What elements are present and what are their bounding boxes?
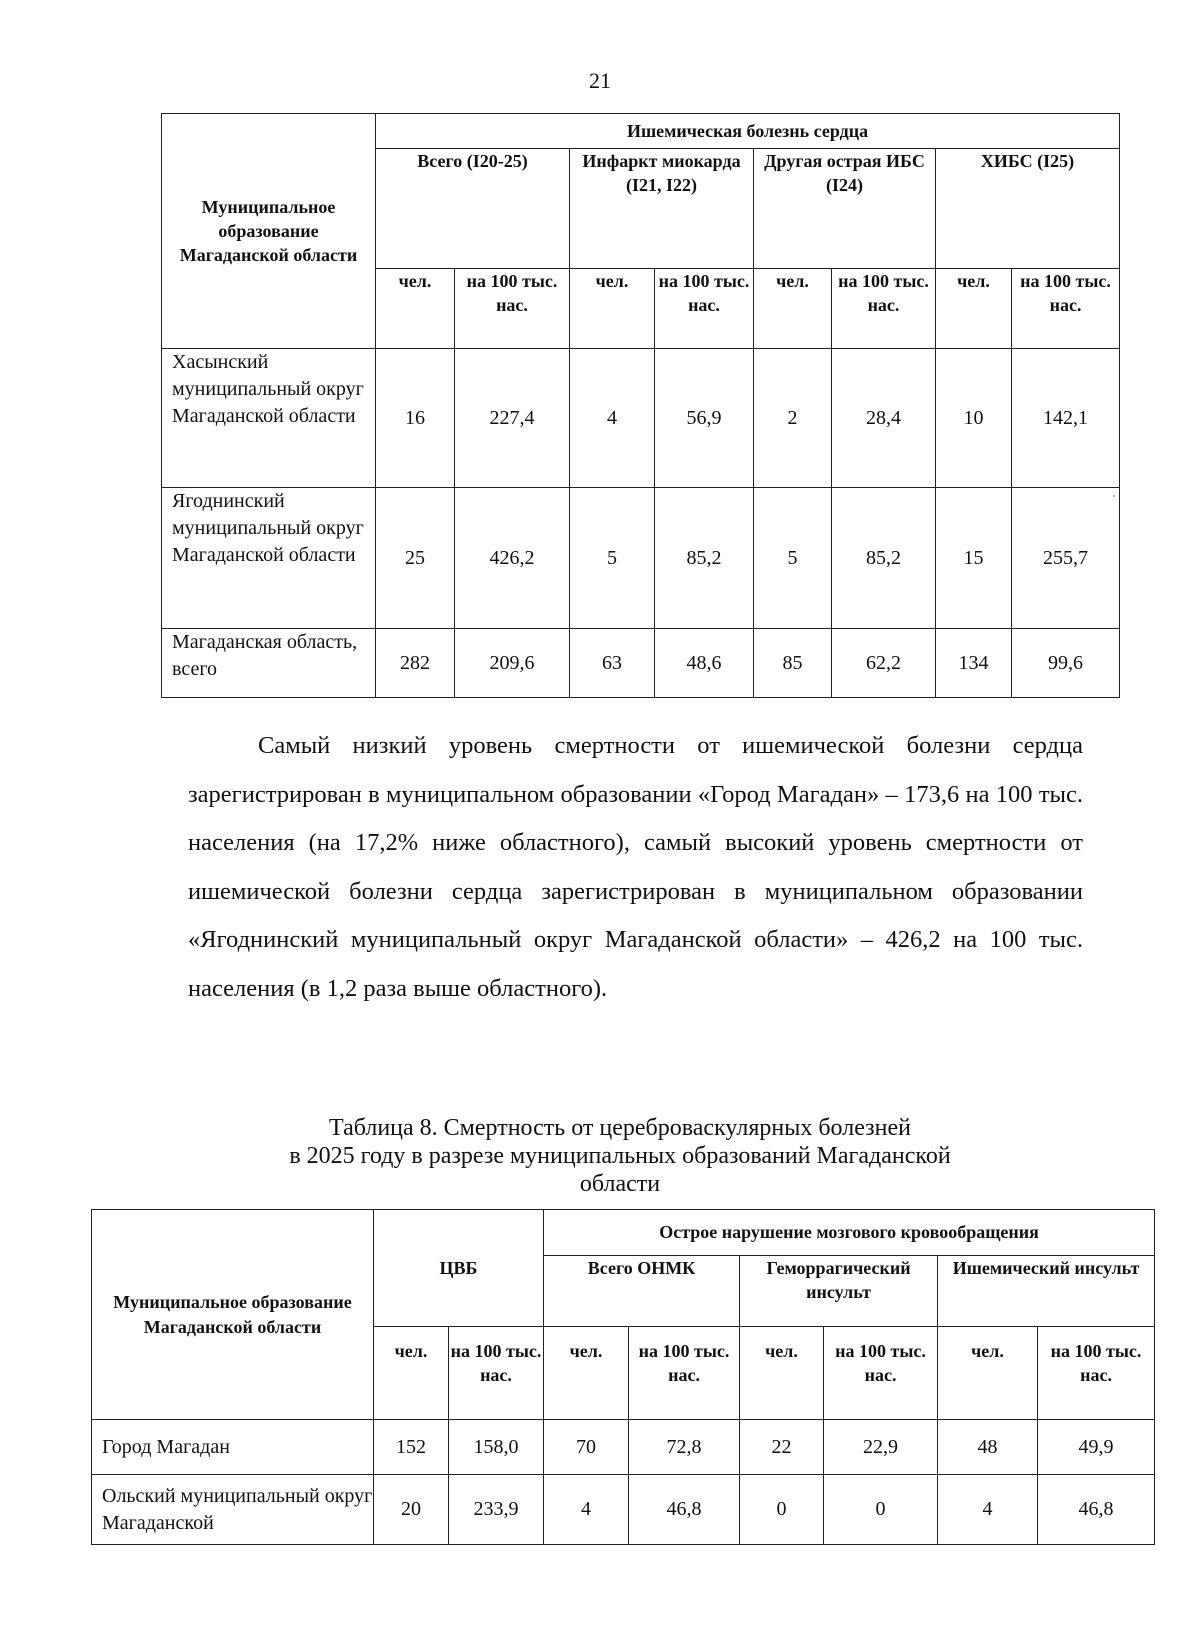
- cell: 22: [740, 1420, 824, 1475]
- sub-header: на 100 тыс. нас.: [455, 269, 570, 349]
- group-header: Острое нарушение мозгового кровообращения: [544, 1210, 1155, 1256]
- cell: 5: [754, 488, 832, 629]
- region-header: Муниципальное образование Магаданской области: [162, 114, 376, 349]
- sub-header: чел.: [740, 1327, 824, 1420]
- sub-header: чел.: [570, 269, 655, 349]
- table-row: [162, 629, 1120, 698]
- column-header-ischemic-stroke: Ишемический инсульт: [938, 1256, 1155, 1327]
- column-header-myocardial-infarction: Инфаркт миокарда (I21, I22): [570, 149, 754, 269]
- table-row: [92, 1475, 1155, 1545]
- cell: 152: [374, 1420, 449, 1475]
- cell: 85,2: [655, 488, 754, 629]
- body-paragraph: Самый низкий уровень смертности от ишемической болезни сердца зарегистрирован в муниципальном образовании «Город Магадан» – 173,6 на 100 тыс. населения (на 17,2% ниже областного), самый высокий уровень смертности от ишемической болезни сердца зарегистрирован в муниципальном образовании «Ягоднинский муниципальный округ Магаданской области» – 426,2 на 100 тыс. населения (в 1,2 раза выше областного).: [188, 732, 1083, 1002]
- cell: 0: [740, 1475, 824, 1545]
- cell: 46,8: [1038, 1475, 1155, 1545]
- column-header-other-acute: Другая острая ИБС (I24): [754, 149, 936, 269]
- cell: 62,2: [832, 629, 936, 698]
- sub-header: на 100 тыс. нас.: [629, 1327, 740, 1420]
- caption-line: Таблица 8. Смертность от цереброваскулярных болезней: [329, 1115, 911, 1141]
- cell: 426,2: [455, 488, 570, 629]
- sub-header: на 100 тыс. нас.: [824, 1327, 938, 1420]
- cell: 48: [938, 1420, 1038, 1475]
- cell: 5: [570, 488, 655, 629]
- cell: 134: [936, 629, 1012, 698]
- cell: 2: [754, 349, 832, 488]
- sub-header: чел.: [936, 269, 1012, 349]
- sub-header: на 100 тыс. нас.: [655, 269, 754, 349]
- column-header-total-stroke: Всего ОНМК: [544, 1256, 740, 1327]
- cell: 22,9: [824, 1420, 938, 1475]
- table-row: [92, 1420, 1155, 1475]
- cell: 158,0: [449, 1420, 544, 1475]
- cell: 233,9: [449, 1475, 544, 1545]
- cell: 16: [376, 349, 455, 488]
- cell: 227,4: [455, 349, 570, 488]
- page-number: 21: [589, 68, 611, 93]
- cvb-header: ЦВБ: [374, 1210, 544, 1327]
- cell: 282: [376, 629, 455, 698]
- sub-header: чел.: [938, 1327, 1038, 1420]
- sub-header: на 100 тыс. нас.: [1012, 269, 1120, 349]
- sub-header: чел.: [754, 269, 832, 349]
- caption-line: области: [579, 1171, 661, 1197]
- cell: 49,9: [1038, 1420, 1155, 1475]
- row-name: Магаданская область, всего: [162, 629, 376, 698]
- cell: 28,4: [832, 349, 936, 488]
- cell: 72,8: [629, 1420, 740, 1475]
- cell: 10: [936, 349, 1012, 488]
- cell: 48,6: [655, 629, 754, 698]
- cell: 56,9: [655, 349, 754, 488]
- caption-line: в 2025 году в разрезе муниципальных образований Магаданской: [289, 1143, 951, 1169]
- cell: 63: [570, 629, 655, 698]
- row-name: Город Магадан: [92, 1420, 374, 1475]
- region-header: Муниципальное образование Магаданской области: [92, 1210, 374, 1420]
- cell: 85: [754, 629, 832, 698]
- sub-header: на 100 тыс. нас.: [1038, 1327, 1155, 1420]
- scan-artifact: [1113, 495, 1115, 497]
- cell: 0: [824, 1475, 938, 1545]
- cerebrovascular-disease-table: [91, 1209, 1155, 1545]
- cell: 85,2: [832, 488, 936, 629]
- cell: 15: [936, 488, 1012, 629]
- sub-header: чел.: [374, 1327, 449, 1420]
- row-name: Ягоднинский муниципальный округ Магаданской области: [162, 488, 376, 629]
- row-name: Хасынский муниципальный округ Магаданской области: [162, 349, 376, 488]
- cell: 20: [374, 1475, 449, 1545]
- cell: 46,8: [629, 1475, 740, 1545]
- sub-header: чел.: [544, 1327, 629, 1420]
- sub-header: чел.: [376, 269, 455, 349]
- ischemic-heart-disease-table: [161, 113, 1120, 698]
- cell: 99,6: [1012, 629, 1120, 698]
- cell: 70: [544, 1420, 629, 1475]
- cell: 4: [570, 349, 655, 488]
- cell: 142,1: [1012, 349, 1120, 488]
- column-header-total: Всего (I20-25): [376, 149, 570, 269]
- group-header: Ишемическая болезнь сердца: [376, 114, 1120, 149]
- column-header-chronic: ХИБС (I25): [936, 149, 1120, 269]
- row-name: Ольский муниципальный округ Магаданской: [92, 1475, 374, 1545]
- table-row: [162, 349, 1120, 488]
- sub-header: на 100 тыс. нас.: [449, 1327, 544, 1420]
- column-header-hemorrhagic-stroke: Геморрагический инсульт: [740, 1256, 938, 1327]
- cell: 4: [938, 1475, 1038, 1545]
- cell: 255,7: [1012, 488, 1120, 629]
- table-row: [162, 488, 1120, 629]
- cell: 209,6: [455, 629, 570, 698]
- cell: 25: [376, 488, 455, 629]
- cell: 4: [544, 1475, 629, 1545]
- sub-header: на 100 тыс. нас.: [832, 269, 936, 349]
- table-caption: [260, 1114, 980, 1198]
